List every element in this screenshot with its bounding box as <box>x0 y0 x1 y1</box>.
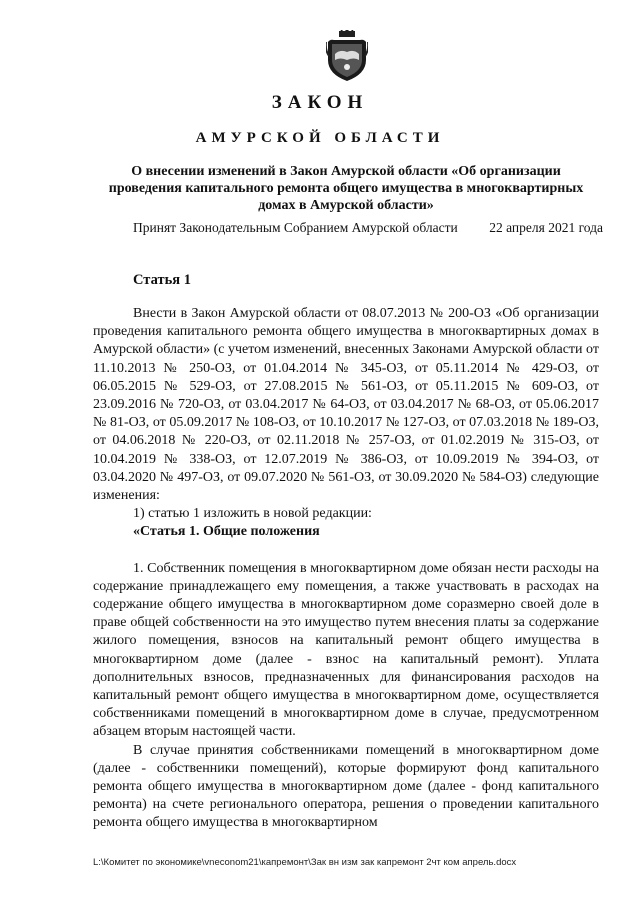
law-subject: О внесении изменений в Закон Амурской области «Об организации проведения капитального ремонта общего имущества в многоквартирных домах в Амурской области» <box>108 164 584 213</box>
paragraph-1: 1. Собственник помещения в многоквартирном доме обязан нести расходы на содержание принадлежащего ему помещения, а также участвовать в расходах на содержание общего имущества в многоквартирном доме соразмерно своей доле в праве общей собственности на это имущество путем внесения платы за содержание жилого помещения, взносов на капитальный ремонт общего имущества в многоквартирном доме (далее - взнос на капитальный ремонт). Уплата дополнительных взносов, предназначенных для финансирования расходов на капитальный ремонт общего имущества в многоквартирном доме, осуществляется собственниками помещений в многоквартирном доме в случае, предусмотренном абзацем вторым настоящей части. <box>93 560 599 740</box>
file-path-footer: L:\Комитет по экономике\vneconom21\капремонт\Зак вн изм зак капремонт 2чт ком апрель.docx <box>93 857 517 868</box>
article-intro: Внести в Закон Амурской области от 08.07.2013 № 200-ОЗ «Об организации проведения капитального ремонта общего имущества в многоквартирных домах в Амурской области» (с учетом изменений, внесенных Законами Амурской области от 11.10.2013 № 250-ОЗ, от 01.04.2014 № 345-ОЗ, от 05.11.2014 № 429-ОЗ, от 06.05.2015 № 529-ОЗ, от 27.08.2015 № 561-ОЗ, от 05.11.2015 № 609-ОЗ, от 23.09.2016 № 720-ОЗ, от 03.04.2017 № 64-ОЗ, от 03.04.2017 № 68-ОЗ, от 05.06.2017 № 81-ОЗ, от 05.09.2017 № 108-ОЗ, от 10.10.2017 № 127-ОЗ, от 07.03.2018 № 189-ОЗ, от 04.06.2018 № 220-ОЗ, от 02.11.2018 № 257-ОЗ, от 01.02.2019 № 315-ОЗ, от 10.04.2019 № 338-ОЗ, от 12.07.2019 № 386-ОЗ, от 10.09.2019 № 394-ОЗ, от 03.04.2020 № 497-ОЗ, от 09.07.2020 № 561-ОЗ, от 30.09.2020 № 584-ОЗ) следующие изменения: <box>93 306 599 504</box>
coat-of-arms-icon <box>326 30 368 82</box>
adopted-date: 22 апреля 2021 года <box>489 220 603 235</box>
adoption-line <box>133 220 603 236</box>
law-title: ЗАКОН <box>271 92 369 113</box>
article-body <box>93 305 599 833</box>
adopted-by: Принят Законодательным Собранием Амурской области <box>133 220 458 235</box>
article-heading: Статья 1 <box>133 272 191 288</box>
paragraph-2: В случае принятия собственниками помещений в многоквартирном доме (далее - собственники помещений), которые формируют фонд капитального ремонта общего имущества в многоквартирном доме (далее - фонд капитального ремонта) на счете регионального оператора, решения о проведении капитального ремонта общего имущества в многоквартирном <box>93 742 599 831</box>
region-name: АМУРСКОЙ ОБЛАСТИ <box>195 130 445 146</box>
new-article-heading: «Статья 1. Общие положения <box>133 524 320 540</box>
amendment-item-1: 1) статью 1 изложить в новой редакции: <box>133 506 372 522</box>
